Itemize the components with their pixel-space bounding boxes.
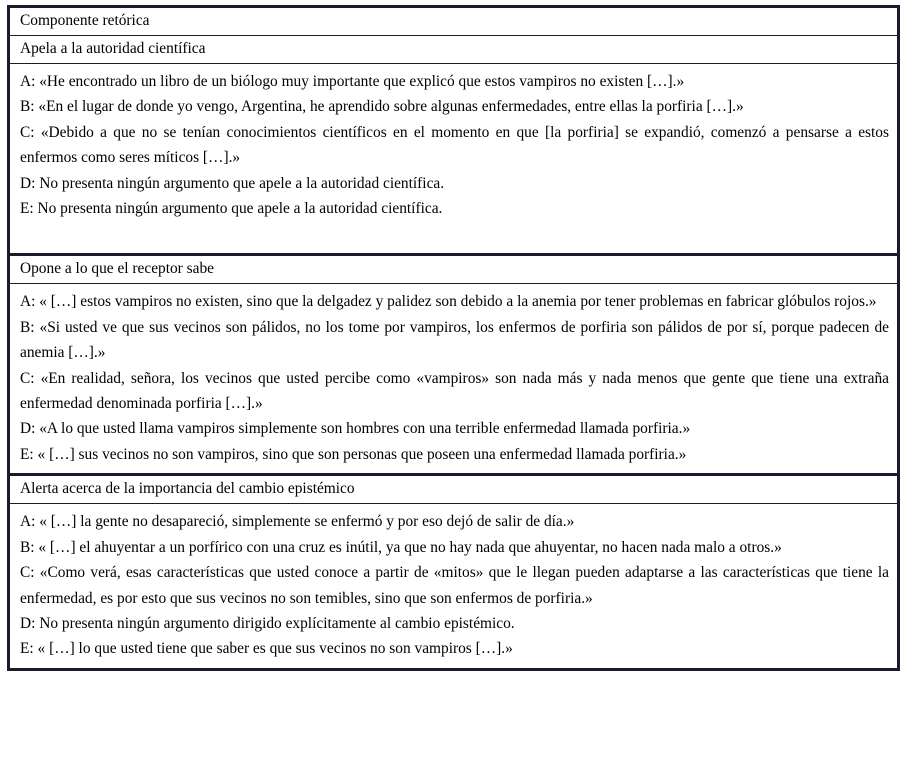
argument-entry-e: E: « […] lo que usted tiene que saber es que sus vecinos no son vampiros […].» — [20, 640, 513, 658]
section-trailing-space — [20, 221, 889, 247]
section-header-cell-inner — [10, 256, 897, 283]
section-header-cell — [9, 255, 899, 284]
section-body-cell — [9, 64, 899, 255]
rhetorical-component-table — [7, 5, 900, 671]
argument-entry-e: E: No presenta ningún argumento que apele a la autoridad científica. — [20, 200, 443, 218]
argument-entry-c: C: «Debido a que no se tenían conocimientos científicos en el momento en que [la porfiria] se expandió, comenzó a pensarse a estos enfermos como seres míticos […].» — [20, 123, 889, 167]
argument-entry-b: B: «En el lugar de donde yo vengo, Argentina, he aprendido sobre algunas enfermedades, entre ellas la porfiria […].» — [20, 98, 744, 116]
section-header-row — [9, 36, 899, 64]
argument-entry-b: B: « […] el ahuyentar a un porfírico con una cruz es inútil, ya que no hay nada que ahuyentar, no hacen nada malo a otros.» — [20, 538, 782, 556]
section-heading: Apela a la autoridad científica — [20, 40, 206, 57]
section-body-row — [9, 504, 899, 669]
argument-entry-c: C: «Como verá, esas características que usted conoce a partir de «mitos» que le llegan pueden adaptarse a las características que tiene la enfermedad, es por esto que sus vecinos no son temibles, sino que son enfermos de porfiria.» — [20, 564, 889, 607]
table-title-row — [9, 7, 899, 36]
argument-entry-b: B: «Si usted ve que sus vecinos son pálidos, no los tome por vampiros, los enfermos de porfiria son pálidos de por sí, porque padecen de anemia […].» — [20, 318, 889, 362]
argument-entry-a: A: « […] la gente no desapareció, simplemente se enfermó y por eso dejó de salir de día.» — [20, 513, 575, 531]
argument-entry-d: D: No presenta ningún argumento que apele a la autoridad científica. — [20, 174, 445, 192]
section-header-row — [9, 255, 899, 284]
table-title: Componente retórica — [20, 12, 150, 29]
section-body-cell — [9, 504, 899, 669]
table-title-cell-inner — [10, 8, 897, 35]
section-header-cell — [9, 475, 899, 504]
argument-entry-a: A: « […] estos vampiros no existen, sino que la delgadez y palidez son debido a la anemia por tener problemas en fabricar glóbulos rojos.» — [20, 293, 877, 311]
section-header-cell-inner — [10, 36, 897, 63]
table-body — [9, 7, 899, 670]
table-title-cell — [9, 7, 899, 36]
section-header-cell — [9, 36, 899, 64]
argument-entry-c: C: «En realidad, señora, los vecinos que usted percibe como «vampiros» son nada más y nada menos que gente que tiene una extraña enfermedad denominada porfiria […].» — [20, 369, 889, 413]
section-heading: Alerta acerca de la importancia del cambio epistémico — [20, 480, 355, 498]
section-body-cell-inner — [10, 64, 897, 253]
argument-entry-a: A: «He encontrado un libro de un biólogo muy importante que explicó que estos vampiros no existen […].» — [20, 73, 685, 90]
section-heading: Opone a lo que el receptor sabe — [20, 260, 215, 278]
section-body-row — [9, 64, 899, 255]
section-body-cell — [9, 284, 899, 475]
section-header-row — [9, 475, 899, 504]
section-body-row — [9, 284, 899, 475]
section-body-cell-inner — [10, 504, 897, 667]
section-body-cell-inner — [10, 284, 897, 473]
section-header-cell-inner — [10, 476, 897, 503]
argument-entry-d: D: «A lo que usted llama vampiros simplemente son hombres con una terrible enfermedad llamada porfiria.» — [20, 420, 691, 438]
argument-entry-d: D: No presenta ningún argumento dirigido explícitamente al cambio epistémico. — [20, 614, 515, 632]
argument-entry-e: E: « […] sus vecinos no son vampiros, sino que son personas que poseen una enfermedad llamada porfiria.» — [20, 445, 687, 463]
